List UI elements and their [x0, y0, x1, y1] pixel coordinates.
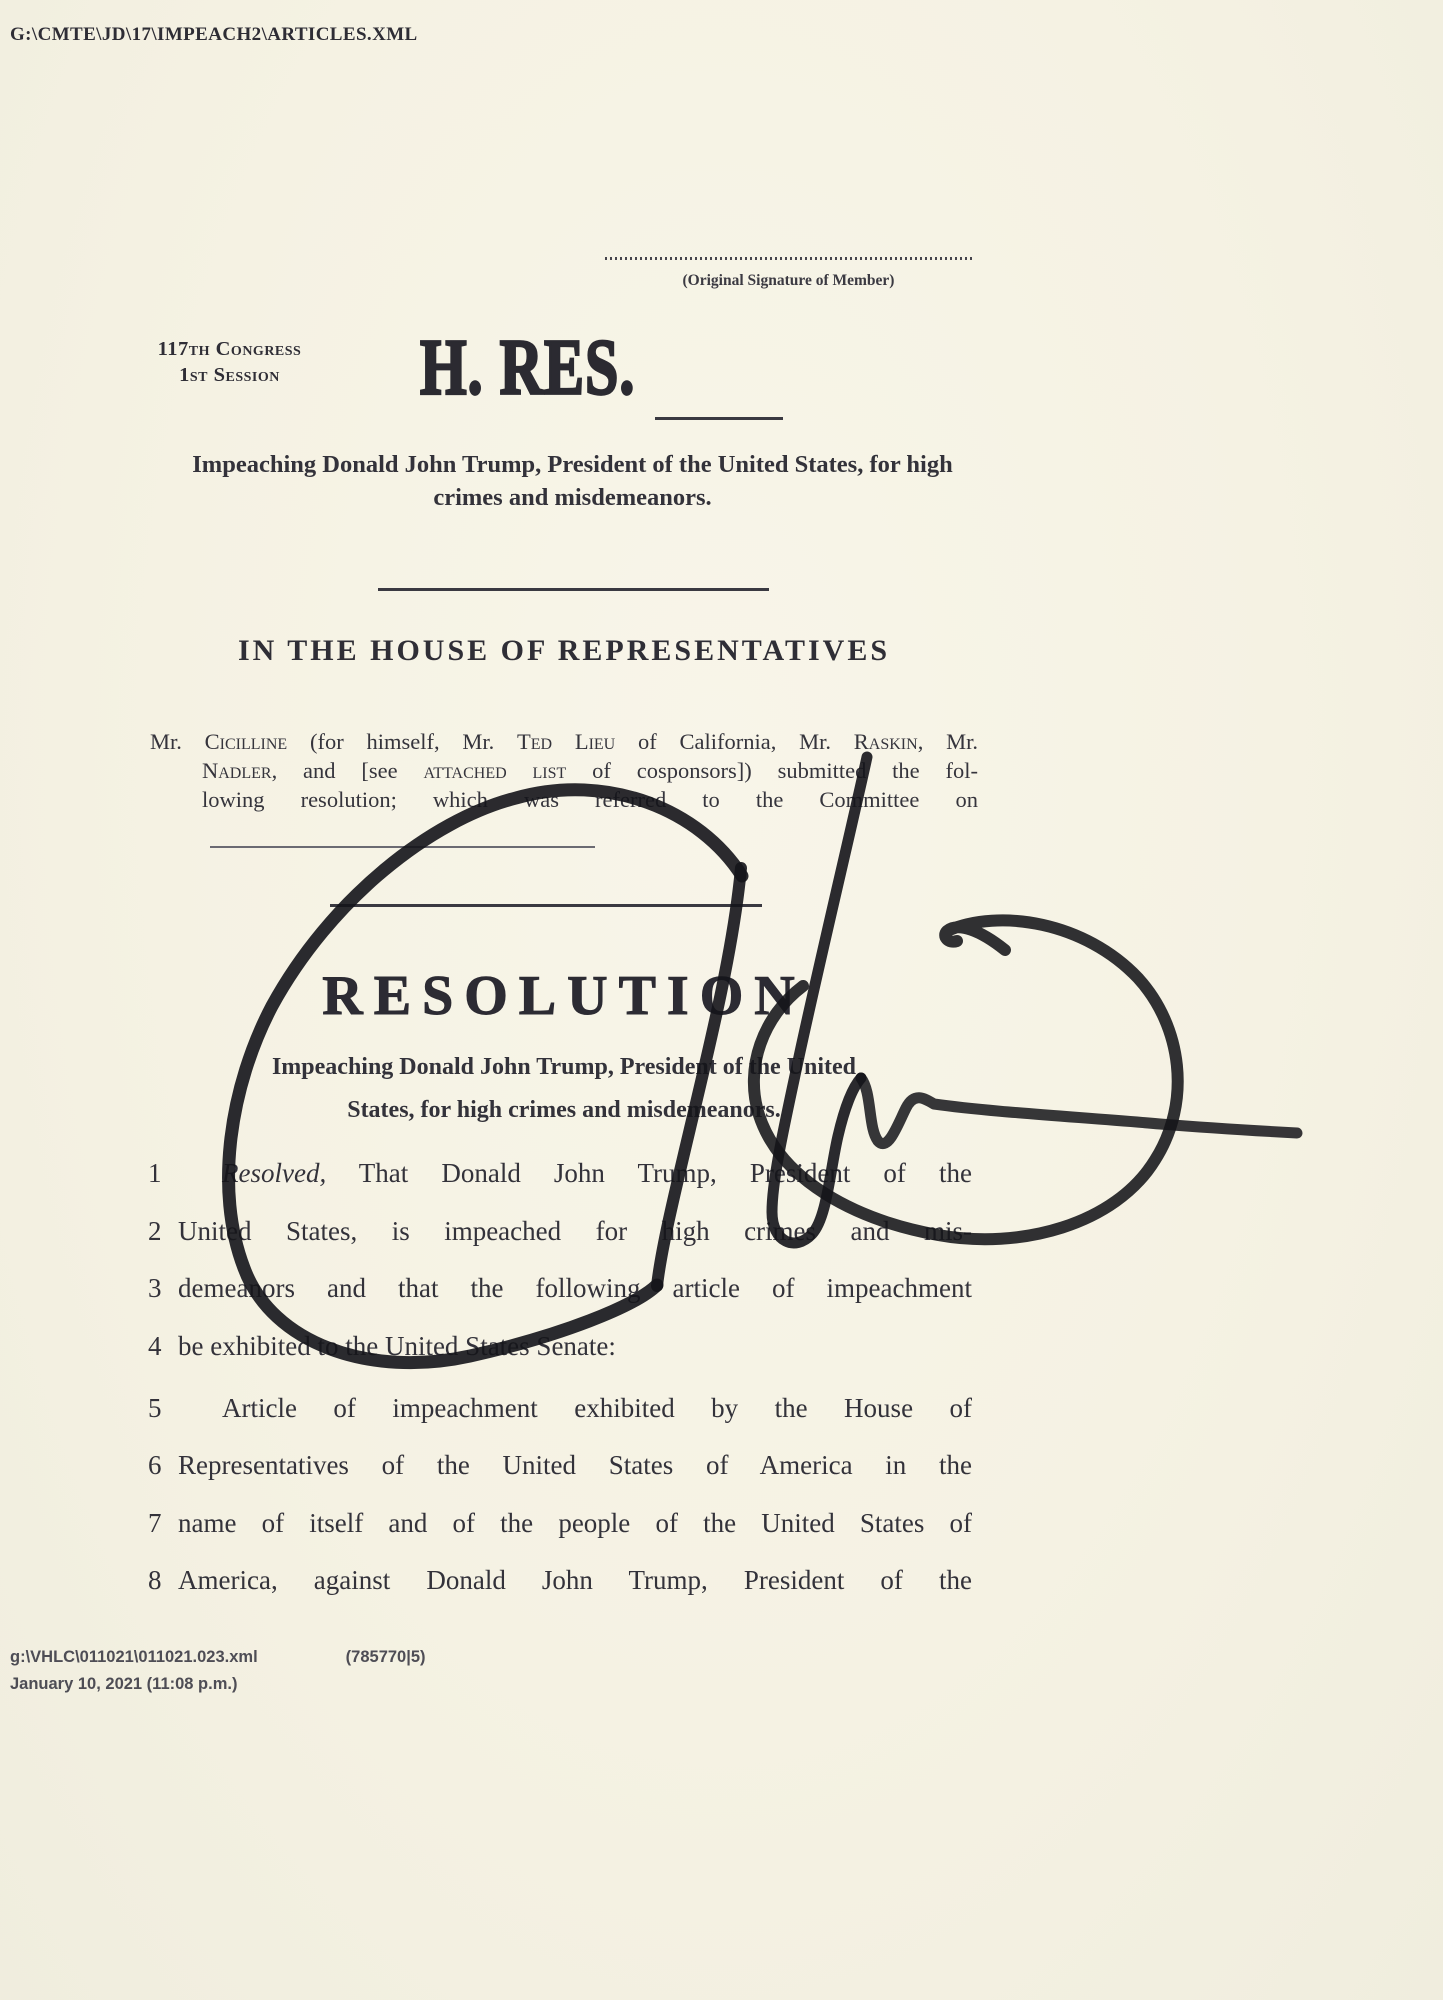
footer-print-code: (785770|5): [345, 1648, 426, 1666]
original-signature-caption: (Original Signature of Member): [682, 272, 895, 289]
preamble-title: Impeaching Donald John Trump, President of the United States, for high crimes and misdemeanors.: [192, 451, 953, 511]
congress-line: 117th Congress: [157, 338, 302, 360]
footer-line-1: [10, 1644, 426, 1671]
body-line: [148, 1216, 972, 1247]
line-text: America, against Donald John Trump, President of the: [178, 1565, 972, 1595]
resolution-title-line: States, for high crimes and misdemeanors.: [347, 1097, 781, 1123]
line-number: 1: [148, 1158, 162, 1188]
line-text: United States, is impeached for high crimes and mis-: [178, 1216, 972, 1246]
line-text: Representatives of the United States of America in the: [178, 1450, 972, 1480]
footer-file-path: g:\VHLC\011021\011021.023.xml: [10, 1648, 258, 1666]
line-text: Resolved, That Donald John Trump, President of the: [222, 1158, 972, 1188]
chamber-heading: IN THE HOUSE OF REPRESENTATIVES: [237, 634, 891, 667]
sponsor-segment: attached list: [423, 758, 567, 783]
bill-type-heading: H. RES.: [420, 323, 636, 411]
line-number: 2: [148, 1216, 162, 1246]
body-line: [148, 1158, 972, 1189]
body-line: [148, 1393, 972, 1424]
sponsor-segment: of California, Mr.: [615, 729, 854, 754]
line-number: 8: [148, 1565, 162, 1595]
sponsor-segment: Mr.: [150, 729, 205, 754]
sponsor-segment: lowing resolution; which was referred to the Committee on: [202, 787, 978, 812]
line-number: 6: [148, 1450, 162, 1480]
sponsor-segment: , Mr.: [917, 729, 978, 754]
body-line: [148, 1565, 972, 1596]
session-line: 1st Session: [179, 364, 280, 386]
file-path-header: G:\CMTE\JD\17\IMPEACH2\ARTICLES.XML: [10, 24, 418, 45]
resolution-title-line: Impeaching Donald John Trump, President of the United: [271, 1054, 857, 1080]
body-line: [148, 1331, 972, 1362]
line-number: 4: [148, 1331, 162, 1361]
body-line: [148, 1273, 972, 1304]
line-number: 3: [148, 1273, 162, 1303]
sponsor-segment: Raskin: [853, 729, 918, 754]
footer-date-line: January 10, 2021 (11:08 p.m.): [10, 1675, 238, 1693]
body-line: [148, 1450, 972, 1481]
line-italic-lead: Resolved,: [222, 1158, 327, 1188]
sponsor-segment: Ted Lieu: [517, 729, 616, 754]
resolution-heading: RESOLUTION: [322, 965, 806, 1027]
sponsor-segment: (for himself, Mr.: [287, 729, 517, 754]
page-footer: [10, 1644, 426, 1698]
line-number: 7: [148, 1508, 162, 1538]
line-text: demeanors and that the following article of impeachment: [178, 1273, 972, 1303]
line-text: Article of impeachment exhibited by the House of: [222, 1393, 972, 1423]
line-number: 5: [148, 1393, 162, 1423]
line-text: name of itself and of the people of the United States of: [178, 1508, 972, 1538]
sponsor-segment: Nadler: [202, 758, 272, 783]
sponsor-segment: , and [see: [271, 758, 424, 783]
line-text: be exhibited to the United States Senate:: [178, 1331, 616, 1361]
sponsor-segment: of cosponsors]) submitted the fol-: [566, 758, 978, 783]
body-line: [148, 1508, 972, 1539]
sponsor-segment: Cicilline: [204, 729, 288, 754]
